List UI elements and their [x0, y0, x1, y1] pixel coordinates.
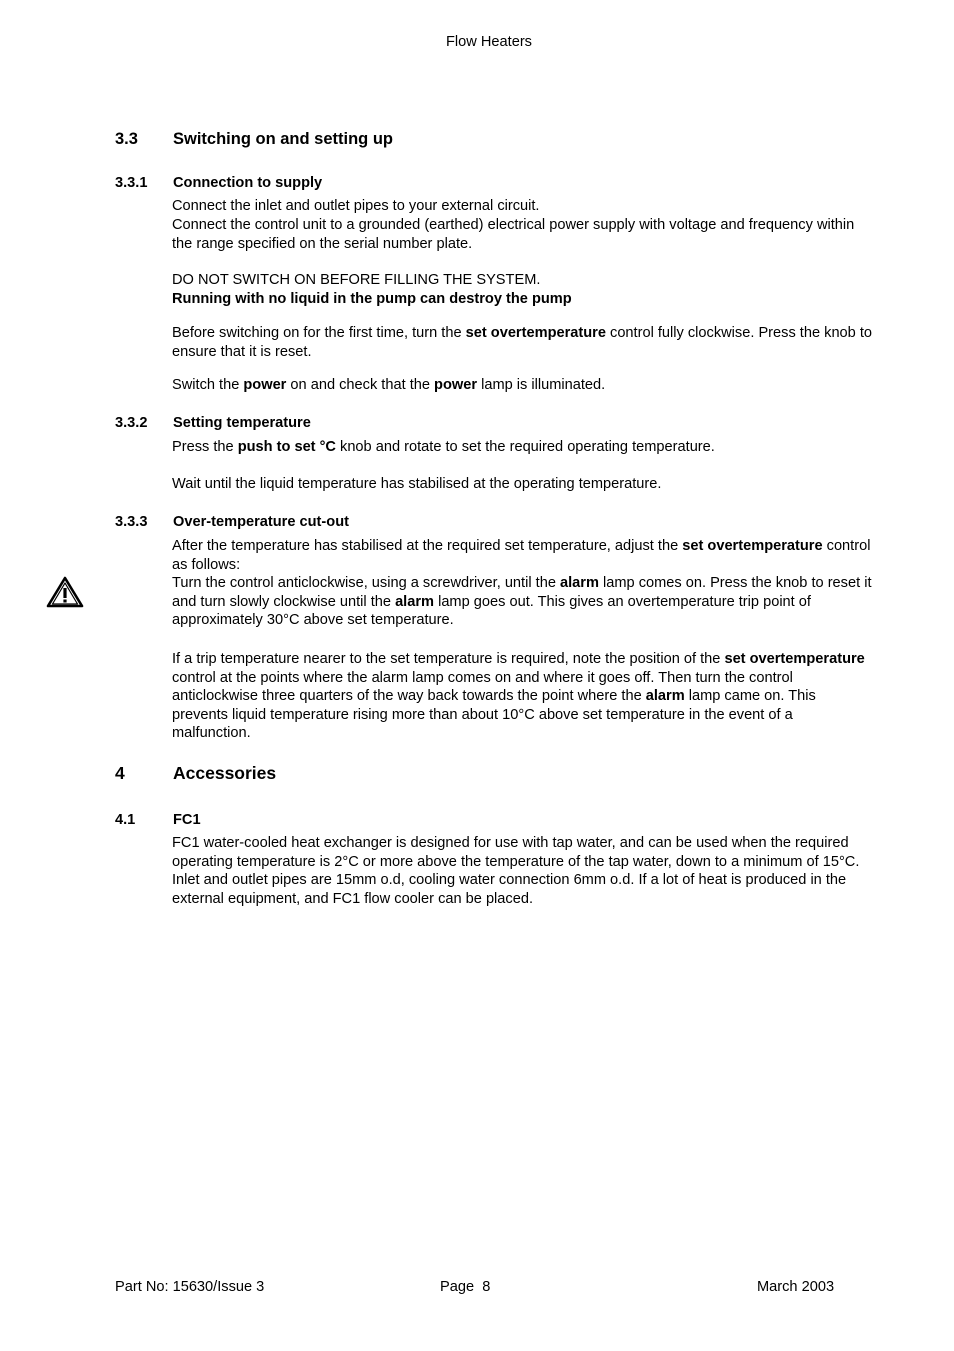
paragraph-do-not-switch: DO NOT SWITCH ON BEFORE FILLING THE SYSTEM. — [172, 272, 541, 288]
paragraph-connect-supply: Connect the control unit to a grounded (earthed) electrical power supply with voltage and frequency within the range specified on the serial number plate. — [172, 217, 855, 252]
page-header: Flow Heaters — [446, 34, 532, 50]
section-number: 3.3.1 — [115, 175, 148, 191]
paragraph-press-knob: Press the push to set °C knob and rotate to set the required operating temperature. — [172, 439, 715, 455]
footer-date: March 2003 — [757, 1279, 835, 1295]
warning-triangle-icon — [46, 576, 84, 608]
paragraph-wait-stabilise: Wait until the liquid temperature has stabilised at the operating temperature. — [172, 476, 662, 492]
section-title: Accessories — [173, 763, 277, 783]
section-title: Over-temperature cut-out — [173, 514, 349, 530]
section-number: 3.3 — [115, 130, 138, 148]
section-number: 3.3.3 — [115, 514, 148, 530]
paragraph-connect-inlet: Connect the inlet and outlet pipes to your external circuit. — [172, 198, 540, 214]
section-title: Setting temperature — [173, 415, 311, 431]
paragraph-fc1-description: FC1 water-cooled heat exchanger is designed for use with tap water, and can be used when the required operating temperature is 2°C or more above the temperature of the tap water, down to a minimum of 15°C. Inlet and outlet pipes are 15mm o.d, cooling water connection 6mm o.d. If a lot of heat is produced in the external equipment, and FC1 flow cooler can be placed. — [172, 835, 860, 907]
paragraph-after-stabilised: After the temperature has stabilised at the required set temperature, adjust the set overtemperature control as follows: — [172, 538, 871, 573]
section-title: Connection to supply — [173, 175, 323, 191]
paragraph-warning-pump: Running with no liquid in the pump can destroy the pump — [172, 291, 572, 307]
footer-page: Page 8 — [440, 1279, 491, 1295]
section-number: 4 — [115, 763, 125, 783]
paragraph-turn-anticlockwise: Turn the control anticlockwise, using a screwdriver, until the alarm lamp comes on. Press the knob to reset it and turn slowly clockwise until the alarm lamp goes out. This gives an overtemperature trip point of approximately 30°C above set temperature. — [172, 575, 872, 629]
section-number: 3.3.2 — [115, 415, 148, 431]
page-number: 8 — [482, 1279, 491, 1295]
section-title: Switching on and setting up — [173, 130, 393, 148]
section-number: 4.1 — [115, 812, 136, 828]
paragraph-trip-temperature: If a trip temperature nearer to the set temperature is required, note the position of the set overtemperature control at the points where the alarm lamp comes on and where it goes off. Then turn the control anticlockwise three quarters of the way back towards the point where the alarm lamp came on. This prevents liquid temperature rising more than about 10°C above set temperature in the event of a malfunction. — [172, 651, 865, 742]
paragraph-switch-power: Switch the power on and check that the power lamp is illuminated. — [172, 377, 606, 393]
paragraph-before-switching: Before switching on for the first time, turn the set overtemperature control fully clockwise. Press the knob to ensure that it is reset. — [172, 325, 873, 360]
section-title: FC1 — [173, 812, 201, 828]
footer-part-number: Part No: 15630/Issue 3 — [115, 1279, 265, 1295]
